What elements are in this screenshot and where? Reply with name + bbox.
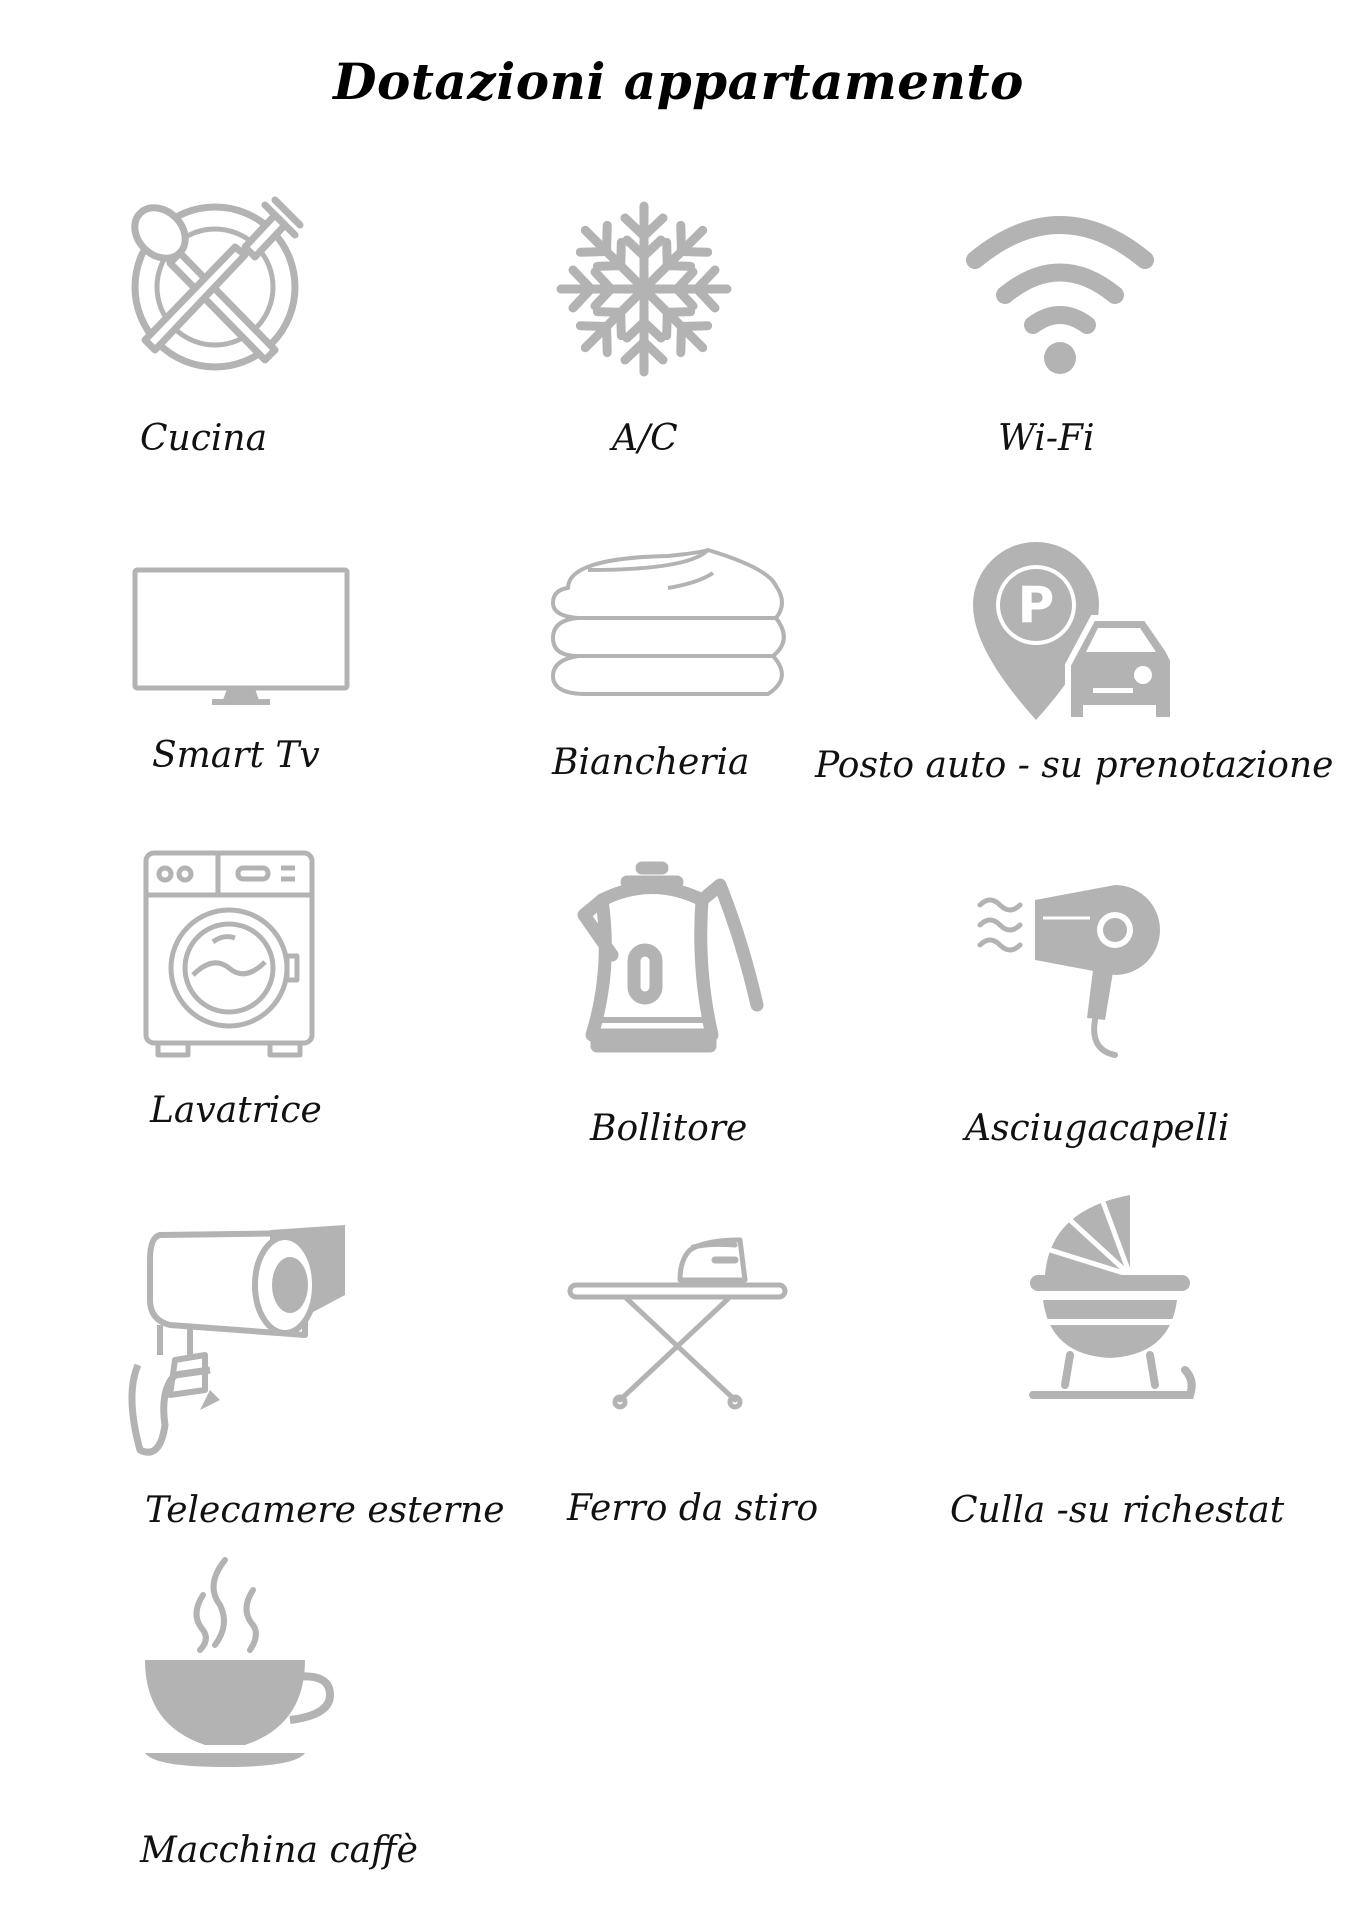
label-wifi: Wi-Fi (998, 418, 1095, 459)
coffee-cup-icon (145, 1555, 335, 1770)
towels-icon (548, 548, 794, 704)
snowflake-icon (555, 200, 733, 378)
label-ac: A/C (612, 418, 678, 459)
label-asciugacapelli: Asciugacapelli (965, 1108, 1230, 1149)
hairdryer-icon (975, 880, 1175, 1060)
label-caffe: Macchina caffè (140, 1830, 418, 1871)
kettle-icon (572, 860, 772, 1060)
label-bollitore: Bollitore (590, 1108, 748, 1149)
parking-icon (968, 540, 1178, 720)
label-telecamere: Telecamere esterne (145, 1490, 505, 1531)
iron-board-icon (565, 1235, 790, 1410)
label-posto-auto: Posto auto - su prenotazione (815, 745, 1334, 786)
page-title: Dotazioni appartamento (333, 52, 1024, 111)
security-camera-icon (130, 1225, 350, 1455)
label-lavatrice: Lavatrice (150, 1090, 322, 1131)
dining-icon (125, 195, 305, 375)
label-smart-tv: Smart Tv (152, 735, 320, 776)
cradle-icon (1025, 1190, 1195, 1405)
wifi-icon (965, 210, 1155, 380)
washing-machine-icon (143, 850, 315, 1060)
tv-icon (130, 565, 352, 710)
label-culla: Culla -su richestat (950, 1490, 1285, 1531)
svg-text:P: P (1017, 576, 1055, 634)
label-ferro: Ferro da stiro (567, 1488, 819, 1529)
label-cucina: Cucina (140, 418, 268, 459)
label-biancheria: Biancheria (552, 742, 750, 783)
